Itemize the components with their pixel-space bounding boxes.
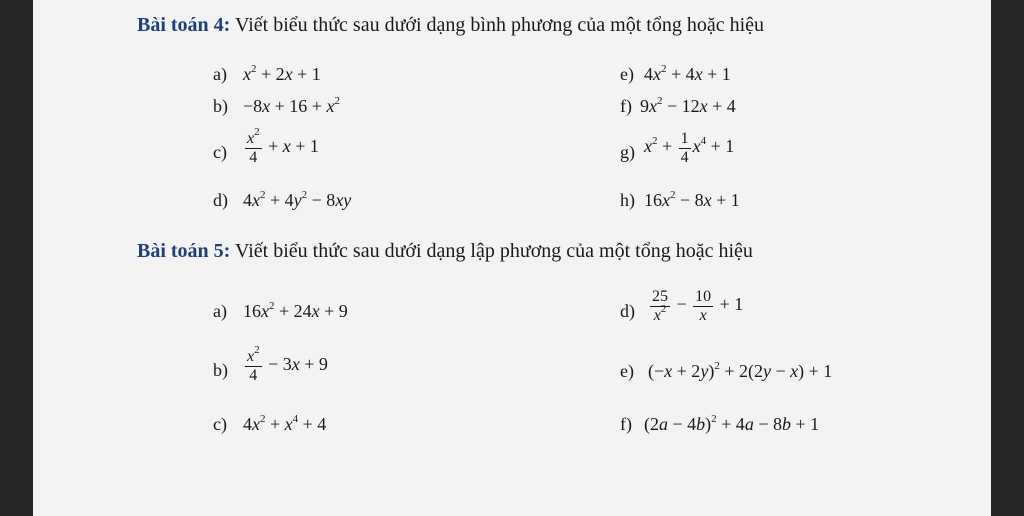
p5-expr-b: $\frac{x^2}{4}$ − 3x + 9 (247, 344, 328, 384)
p4-label-d: d) (213, 190, 228, 210)
p4-expr-h: $16x^2 - 8x + 1$ (644, 189, 740, 210)
p4-expr-f: $9x^2 - 12x + 4$ (640, 95, 736, 116)
p4-expr-d: $4x^2 + 4y^2 - 8xy$ (243, 189, 352, 210)
p4-label-e: e) (620, 64, 634, 84)
problem-5-label: Bài toán 5: (137, 240, 231, 262)
p5-label-d: d) (620, 301, 635, 321)
p4-label-f: f) (620, 96, 632, 116)
p4-expr-a: $x^2 + 2x + 1$ (243, 63, 321, 84)
problem-5-text: Viết biểu thức sau dưới dạng lập phương của một tổng hoặc hiệu (230, 240, 753, 262)
p4-label-h: h) (620, 190, 635, 210)
p5-expr-e: $(-x + 2y)^2 + 2(2y - x) + 1$ (648, 360, 833, 381)
p4-expr-b: $-8x + 16 + x^2$ (243, 95, 340, 116)
problem-4-text: Viết biểu thức sau dưới dạng bình phương của một tổng hoặc hiệu (230, 14, 765, 36)
p4-label-b: b) (213, 96, 228, 116)
document-sheet (33, 0, 991, 516)
p4-label-c: c) (213, 142, 227, 162)
problem-5-heading (137, 240, 753, 263)
p5-label-f: f) (620, 414, 632, 434)
p5-expr-f: $(2a - 4b)^2 + 4a - 8b + 1$ (644, 413, 820, 434)
p4-expr-c: $\frac{x^2}{4}$ + x + 1 (247, 126, 319, 166)
p5-label-c: c) (213, 414, 227, 434)
p5-expr-a: $16x^2 + 24x + 9$ (243, 300, 348, 321)
p5-label-e: e) (620, 361, 634, 381)
p5-expr-c: $4x^2 + x^4 + 4$ (243, 413, 327, 434)
p4-label-a: a) (213, 64, 227, 84)
problem-4-label: Bài toán 4: (137, 14, 231, 36)
p4-label-g: g) (620, 142, 635, 162)
problem-4-heading (137, 14, 764, 37)
p4-expr-g: $x^2$ + $\frac{1}{4}$ $x^4 + 1$ (644, 130, 735, 166)
p5-expr-d: $\frac{25}{x^2}$ − $\frac{10}{x}$ + 1 (652, 288, 744, 324)
p5-label-b: b) (213, 360, 228, 380)
p5-label-a: a) (213, 301, 227, 321)
p4-expr-e: $4x^2 + 4x + 1$ (644, 63, 731, 84)
